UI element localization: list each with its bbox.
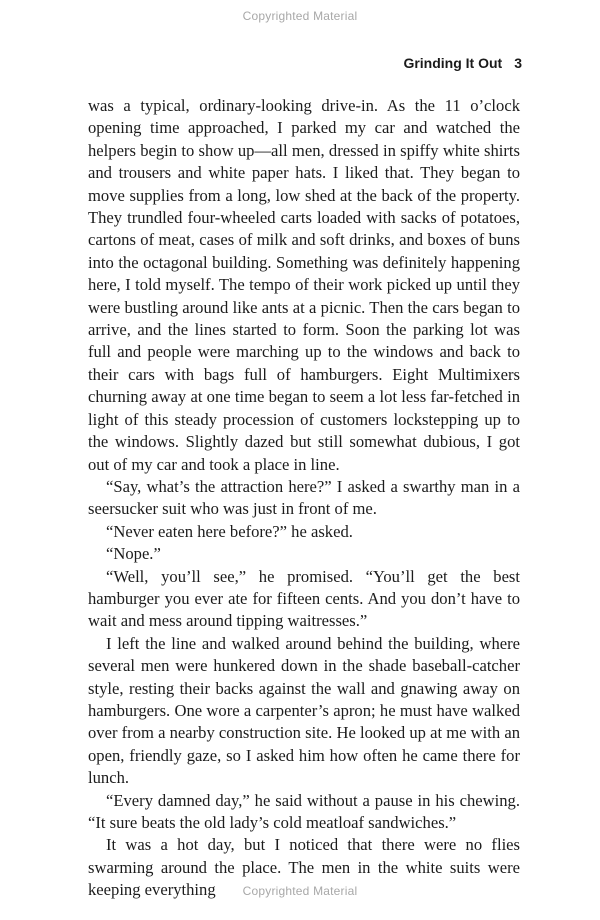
paragraph: I left the line and walked around behind the building, where several men were hunkered down in the shade baseball-catcher style, resting their backs against the wall and gnawing away on hamburgers. One wore a carpenter’s apron; he must have walked over from a nearby construction site. He looked up at me with an open, friendly gaze, so I asked him how often he came there for lunch. bbox=[88, 633, 520, 788]
paragraph: “Well, you’ll see,” he promised. “You’ll get the best hamburger you ever ate for fifteen cents. And you don’t have to wait and mess around tipping waitresses.” bbox=[88, 566, 520, 631]
watermark-top: Copyrighted Material bbox=[242, 9, 358, 23]
chapter-title: Grinding It Out bbox=[403, 55, 503, 71]
paragraph: “Nope.” bbox=[106, 544, 161, 564]
page-number: 3 bbox=[514, 55, 522, 71]
body-text bbox=[88, 95, 520, 902]
paragraph: “Every damned day,” he said without a pause in his chewing. “It sure beats the old lady’s cold meatloaf sandwiches.” bbox=[88, 790, 520, 832]
paragraph: It was a hot day, but I noticed that there were no flies swarming around the place. The men in the white suits were keeping everything bbox=[88, 835, 520, 900]
paragraph: “Never eaten here before?” he asked. bbox=[106, 521, 353, 541]
running-head bbox=[403, 55, 522, 71]
paragraph: was a typical, ordinary-looking drive-in. As the 11 o’clock opening time approached, I parked my car and watched the helpers begin to show up—all men, dressed in spiffy white shirts and trousers and white paper hats. I liked that. They began to move supplies from a long, low shed at the back of the property. They trundled four-wheeled carts loaded with sacks of potatoes, cartons of meat, cases of milk and soft drinks, and boxes of buns into the octagonal building. Something was definitely happening here, I told myself. The tempo of their work picked up until they were bustling around like ants at a picnic. Then the cars began to arrive, and the lines started to form. Soon the parking lot was full and people were marching up to the windows and back to their cars with bags full of hamburgers. Eight Multimixers churning away at one time began to seem a lot less far-fetched in light of this steady procession of customers lockstepping up to the windows. Slightly dazed but still somewhat dubious, I got out of my car and took a place in line. bbox=[88, 96, 520, 474]
paragraph: “Say, what’s the attraction here?” I asked a swarthy man in a seersucker suit who was just in front of me. bbox=[88, 476, 520, 519]
watermark-bottom: Copyrighted Material bbox=[242, 884, 358, 898]
